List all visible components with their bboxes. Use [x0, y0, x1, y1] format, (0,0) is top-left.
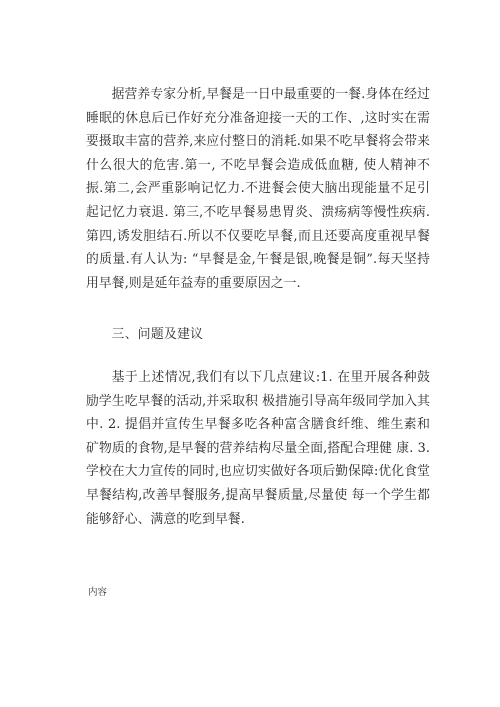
paragraph-breakfast-importance: 据营养专家分析,早餐是一日中最重要的一餐.身体在经过睡眠的休息后已作好充分准备迎接一天的工作、,这时实在需 要摄取丰富的营养,来应付整日的消耗.如果不吃早餐将会带来什么很大的危害.第一, 不吃早餐会造成低血糖, 使人精神不振.第二,会严重影响记忆力.不进餐会使大脑出现能量不足引起记忆力衰退. 第三,不吃早餐易患胃炎、溃疡病等慢性疾病. 第四,诱发胆结石.所以不仅要吃早餐,而且还要高度重视早餐的质量.有人认为: “早餐是金,午餐是银,晚餐是铜”.每天坚持用早餐,则是延年益寿的重要原因之一.: [86, 87, 430, 291]
paragraph-suggestions: 基于上述情况,我们有以下几点建议:1. 在里开展各种鼓励学生吃早餐的活动,并采取积 极措施引导高年级同学加入其中. 2. 提倡并宣传生早餐多吃各种富含膳食纤维、维生素和 矿物质的食物,是早餐的营养结构尽量全面,搭配合理健 康. 3. 学校在大力宣传的同时,也应切实做好各项后勤保障:优化食堂早餐结构,改善早餐服务,提高早餐质量,尽量使 每一个学生都能够舒心、满意的吃到早餐.: [86, 370, 430, 527]
footer-label: 内容: [88, 587, 108, 598]
section-heading-problems-suggestions: 三、问题及建议: [111, 327, 204, 342]
